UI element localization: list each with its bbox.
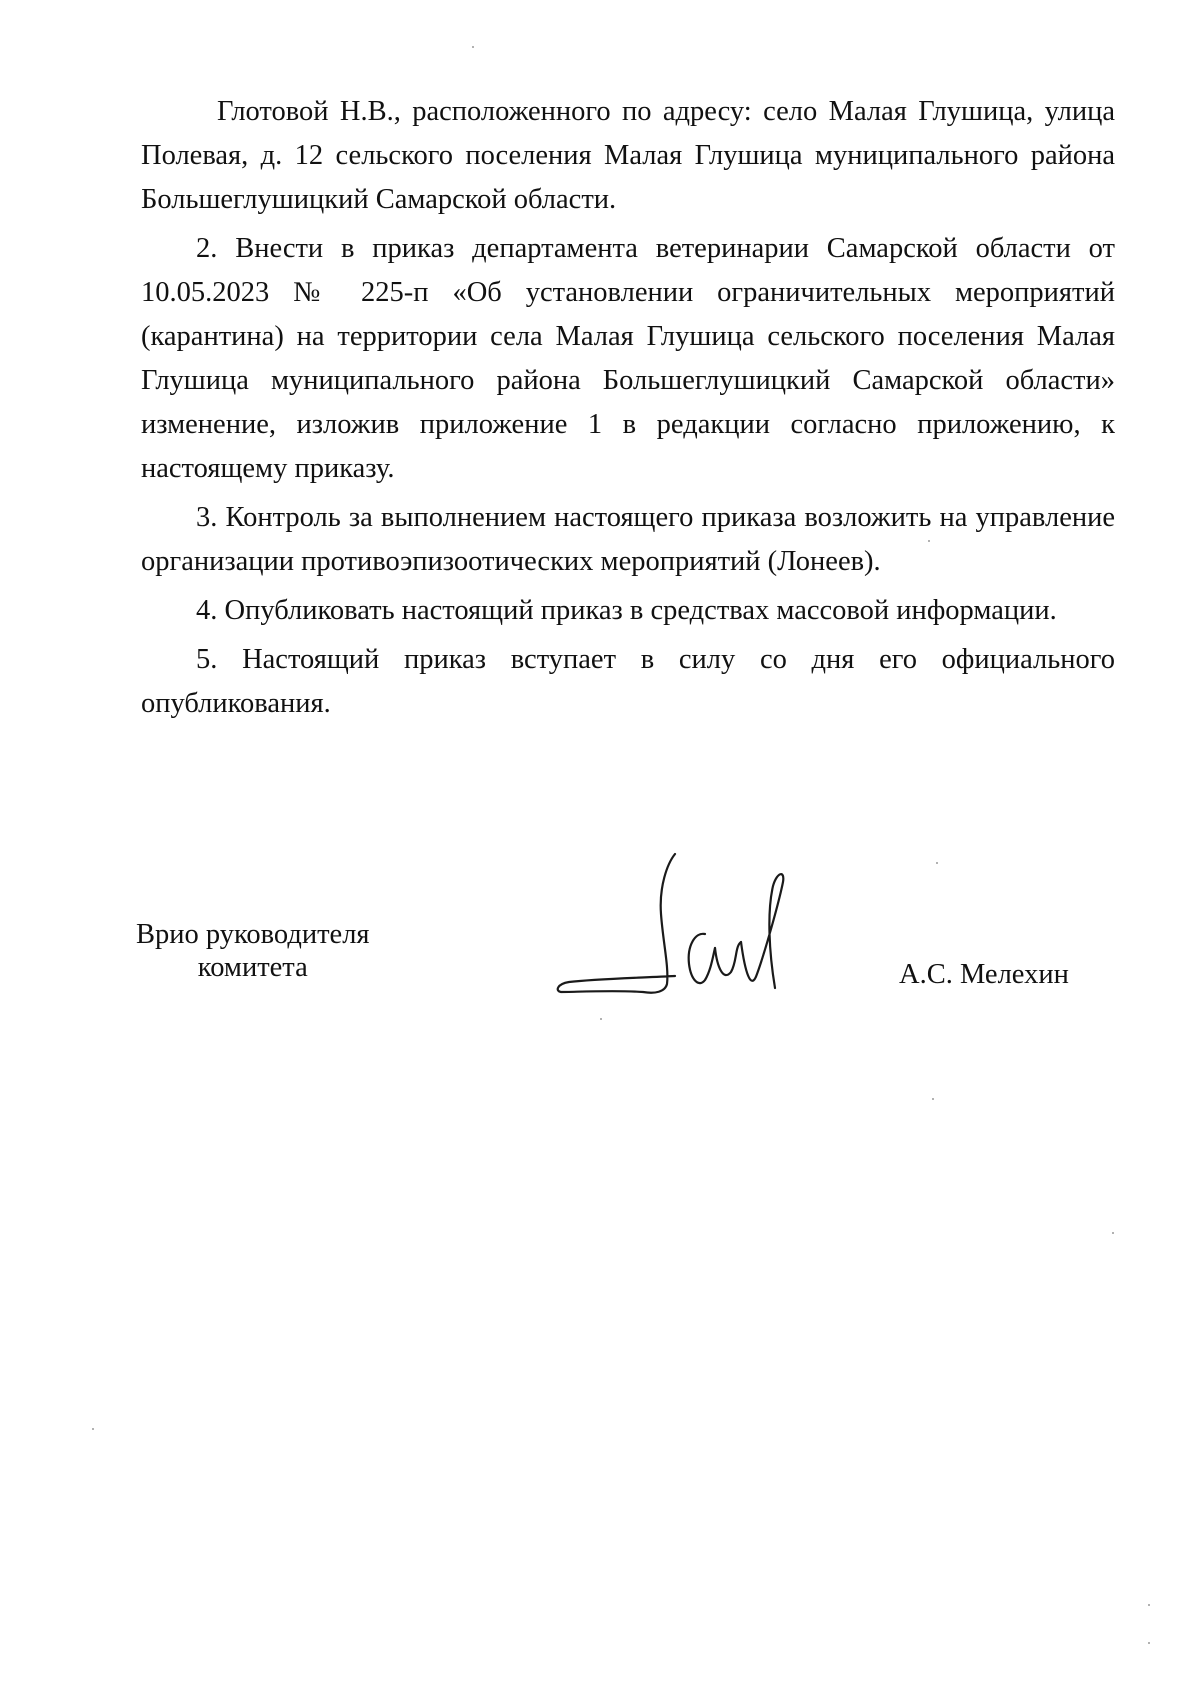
handwritten-signature	[555, 842, 790, 1010]
signer-name: А.С. Мелехин	[899, 959, 1069, 990]
scan-speck	[472, 46, 474, 48]
scan-speck	[1148, 1642, 1150, 1644]
scan-speck	[1148, 1604, 1150, 1606]
scan-speck	[936, 862, 938, 864]
paragraph-item-4: 4. Опубликовать настоящий приказ в средствах массовой информации.	[196, 595, 1057, 626]
scan-speck	[600, 1018, 602, 1020]
paragraph-item-3: 3. Контроль за выполнением настоящего приказа возложить на управление организации противоэпизоотических мероприятий (Лонеев).	[141, 502, 1115, 577]
paragraph-address-continuation: Глотовой Н.В., расположенного по адресу: село Малая Глушица, улица Полевая, д. 12 сельского поселения Малая Глушица муниципального района Большеглушицкий Самарской области.	[141, 96, 1115, 215]
document-body	[141, 90, 1115, 731]
scan-speck	[92, 1428, 94, 1430]
signer-position	[136, 918, 370, 984]
scan-speck	[932, 1098, 934, 1100]
signer-position-line-1: Врио руководителя	[136, 919, 370, 950]
paragraph-item-2: 2. Внести в приказ департамента ветеринарии Самарской области от 10.05.2023 № 225-п «Об установлении ограничительных мероприятий (карантина) на территории села Малая Глушица сельского поселения Малая Глушица муниципального района Большеглушицкий Самарской области» изменение, изложив приложение 1 в редакции согласно приложению, к настоящему приказу.	[141, 233, 1115, 484]
paragraph-item-5: 5. Настоящий приказ вступает в силу со дня его официального опубликования.	[141, 644, 1115, 719]
scan-speck	[1112, 1232, 1114, 1234]
signer-position-line-2: комитета	[197, 952, 308, 983]
scan-speck	[928, 540, 930, 542]
